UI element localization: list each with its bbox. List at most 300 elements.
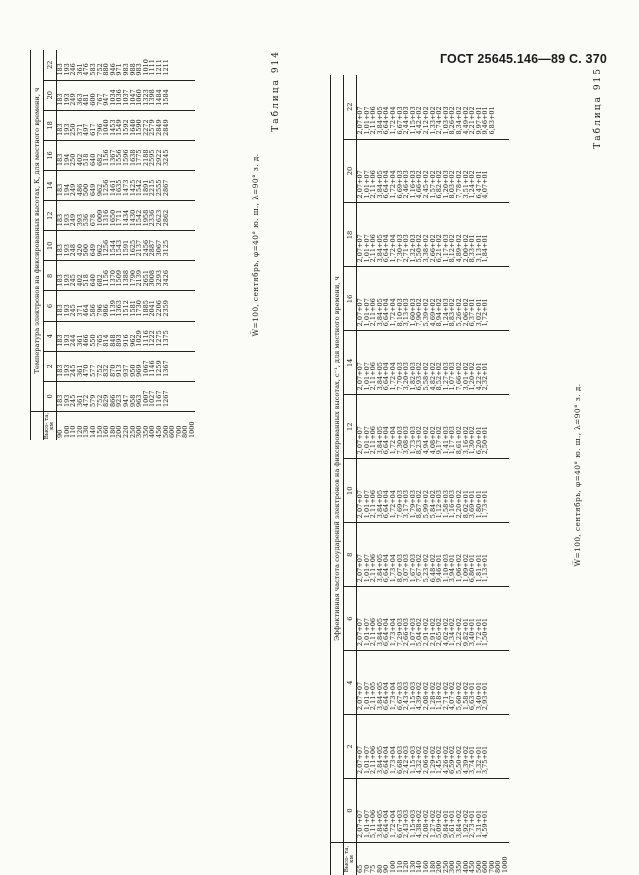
value-cell: 5,99+02 <box>421 490 430 519</box>
value-cell: 988 <box>128 63 137 76</box>
value-cell: 971 <box>115 63 124 76</box>
value-column-4 <box>57 321 196 351</box>
value-cell: 1790 <box>128 269 137 287</box>
altitude-cell: 450 <box>468 860 477 873</box>
value-cell: 4,07+01 <box>481 170 490 199</box>
value-cell: 3,84+05 <box>375 426 384 455</box>
altitude-cell: 100 <box>388 860 397 873</box>
value-cell: 3,01+02 <box>461 362 470 391</box>
value-cell: 2867 <box>161 179 170 197</box>
value-cell: 1211 <box>154 59 163 76</box>
value-cell: 1591 <box>121 239 130 257</box>
value-column-10 <box>357 459 509 523</box>
hour-header-10: 10 <box>344 459 357 523</box>
value-cell: 7,30+03 <box>395 234 404 263</box>
value-cell: 950 <box>128 364 137 377</box>
value-cell: 183 <box>56 364 64 377</box>
value-cell: 958 <box>128 394 137 407</box>
value-cell: 916 <box>121 334 130 347</box>
value-cell: 2139 <box>135 269 144 287</box>
value-cell: 963 <box>135 394 144 407</box>
altitude-cell: 75 <box>369 864 378 873</box>
value-cell: 2887 <box>148 239 157 257</box>
value-cell: 6,64+04 <box>382 681 391 711</box>
value-cell: 946 <box>108 63 117 76</box>
altitude-cell: 180 <box>428 860 437 873</box>
altitude-column <box>357 843 509 875</box>
value-cell: 2,32+01 <box>481 362 490 391</box>
value-cell: 1211 <box>161 59 170 76</box>
value-cell: 3,84+05 <box>375 617 384 647</box>
hour-header-14: 14 <box>344 331 357 395</box>
hour-header-12: 12 <box>344 395 357 459</box>
value-cell: 1009 <box>95 209 104 227</box>
value-cell: 6,20+01 <box>474 426 483 455</box>
value-cell: 1398 <box>148 89 157 106</box>
value-cell: 3,84+05 <box>375 553 384 583</box>
value-cell: 649 <box>88 183 97 197</box>
value-cell: 1,32+01 <box>474 745 483 775</box>
hour-header-10: 10 <box>44 231 57 261</box>
value-cell: 3,84+05 <box>375 106 384 135</box>
value-cell: 2,91+02 <box>421 617 430 647</box>
value-cell: 6,80+01 <box>468 553 477 583</box>
value-cell: 1,28+02 <box>428 681 437 711</box>
value-cell: 4,69+02 <box>428 298 437 327</box>
value-cell: 2188 <box>141 149 150 166</box>
value-column-2 <box>57 351 196 381</box>
value-cell: 962 <box>128 334 137 347</box>
value-cell: 832 <box>102 364 111 377</box>
value-cell: 4,94+02 <box>421 426 430 455</box>
value-column-22 <box>57 50 196 80</box>
value-cell: 8,33+01 <box>468 234 477 263</box>
value-column-22 <box>357 75 509 139</box>
value-cell: 1,24+02 <box>468 170 477 199</box>
value-cell: 3,07+03 <box>402 553 411 583</box>
value-cell: 363 <box>75 93 84 106</box>
value-cell: 194 <box>62 153 71 166</box>
value-cell: 1584 <box>161 89 170 106</box>
value-cell: 244 <box>69 334 78 347</box>
value-cell: 1167 <box>154 390 163 407</box>
value-column-6 <box>357 587 509 651</box>
value-cell: 1549 <box>115 119 124 136</box>
value-cell: 7,66+02 <box>454 362 463 391</box>
altitude-cell: 130 <box>408 860 417 873</box>
value-column-2 <box>357 715 509 779</box>
value-cell: 3,13+03 <box>402 298 411 327</box>
altitude-cell: 200 <box>435 860 444 873</box>
value-cell: 1509 <box>115 269 124 287</box>
value-cell: 1,67+03 <box>408 553 417 583</box>
value-cell: 3,84+05 <box>375 234 384 263</box>
value-cell: 2,07+07 <box>356 745 364 775</box>
value-cell: 4,07+02 <box>448 681 457 711</box>
value-cell: 3,84+05 <box>375 298 384 327</box>
value-column-16 <box>57 140 196 170</box>
value-cell: 6,64+04 <box>382 298 391 327</box>
value-cell: 500 <box>82 243 91 257</box>
value-cell: 6,37+01 <box>468 298 477 327</box>
value-cell: 1156 <box>102 149 111 166</box>
value-cell: 6,67+03 <box>395 681 404 711</box>
value-cell: 1,50+01 <box>481 617 490 647</box>
value-cell: 1885 <box>141 300 150 317</box>
value-cell: 500 <box>82 183 91 197</box>
value-cell: 1,15+03 <box>408 809 417 838</box>
hour-header-6: 6 <box>44 291 57 321</box>
value-cell: 402 <box>75 153 84 166</box>
value-cell: 1425 <box>128 179 137 197</box>
value-cell: 6,69+03 <box>395 170 404 199</box>
value-cell: 1,72+04 <box>388 170 397 199</box>
value-cell: 1,03+03 <box>441 106 450 135</box>
value-cell: 2,11+06 <box>369 745 378 775</box>
value-cell: 249 <box>69 183 78 197</box>
altitude-cell: 140 <box>88 425 97 438</box>
value-cell: 4,59+01 <box>481 809 490 838</box>
value-cell: 5,26+02 <box>454 298 463 327</box>
value-cell: 1592 <box>121 119 130 136</box>
value-cell: 1,73+01 <box>481 490 490 519</box>
value-cell: 8,34+02 <box>454 106 463 135</box>
value-cell: 4,42+02 <box>415 106 424 135</box>
value-cell: 3,02+01 <box>474 298 483 327</box>
value-cell: 1453 <box>108 119 117 136</box>
value-column-8 <box>57 261 196 291</box>
value-cell: 2041 <box>148 300 157 317</box>
altitude-cell: 130 <box>82 425 91 438</box>
altitude-cell: 120 <box>402 860 411 873</box>
value-cell: 1544 <box>108 239 117 257</box>
value-cell: 1,01+07 <box>362 362 371 391</box>
value-cell: 6,64+04 <box>382 106 391 135</box>
hour-header-14: 14 <box>44 171 57 201</box>
value-cell: 536 <box>82 213 91 227</box>
value-cell: 2,11+06 <box>369 234 378 263</box>
value-cell: 361 <box>75 334 84 347</box>
value-cell: 1,01+07 <box>362 553 371 583</box>
value-cell: 1275 <box>154 330 163 347</box>
table-914 <box>30 50 195 440</box>
table-914-block <box>30 50 300 440</box>
value-cell: 6,64+04 <box>382 617 391 647</box>
value-cell: 1037 <box>121 89 130 106</box>
value-cell: 3245 <box>161 149 170 166</box>
value-cell: 183 <box>56 93 64 106</box>
value-cell: 1,16+03 <box>448 490 457 519</box>
value-cell: 1,15+03 <box>408 745 417 775</box>
value-cell: 183 <box>56 304 64 317</box>
hour-header-20: 20 <box>44 80 57 110</box>
altitude-cell: 300 <box>135 425 144 438</box>
value-cell: 9,97+01 <box>474 106 483 135</box>
value-cell: 4,49+02 <box>461 106 470 135</box>
value-cell: 2,22+02 <box>454 617 463 647</box>
altitude-column <box>57 412 196 441</box>
value-cell: 1367 <box>161 360 170 377</box>
value-cell: 3125 <box>161 239 170 257</box>
altitude-cell: 600 <box>481 860 490 873</box>
altitude-header: Высо- та, км <box>344 843 357 875</box>
value-cell: 1,01+07 <box>362 170 371 199</box>
value-cell: 2,07+07 <box>356 681 364 711</box>
value-cell: 583 <box>88 63 97 76</box>
value-cell: 3,69+01 <box>468 490 477 519</box>
value-cell: 8,26+02 <box>448 106 457 135</box>
value-cell: 402 <box>75 274 84 287</box>
value-cell: 1,73+04 <box>388 745 397 775</box>
value-cell: 3,84+02 <box>454 809 463 838</box>
value-cell: 1,17+03 <box>448 426 457 455</box>
value-cell: 1040 <box>102 119 111 136</box>
value-cell: 194 <box>62 183 71 197</box>
value-cell: 752 <box>95 364 104 377</box>
value-cell: 2,71+03 <box>402 234 411 263</box>
table-915-title: W̅=100, сентябрь, φ=40° ю. ш., λ=90° з. д. <box>573 383 582 567</box>
value-cell: 2,11+06 <box>369 490 378 519</box>
value-cell: 1,16+03 <box>408 170 417 199</box>
value-cell: 1,17+03 <box>441 234 450 263</box>
value-cell: 2,11+06 <box>369 170 378 199</box>
value-cell: 1,58+03 <box>441 490 450 519</box>
altitude-cell: 700 <box>174 425 183 438</box>
altitude-cell: 600 <box>168 425 177 438</box>
value-cell: 2,08+02 <box>421 809 430 838</box>
value-cell: 250 <box>69 153 78 166</box>
value-cell: 9,82+01 <box>461 617 470 647</box>
value-cell: 518 <box>82 153 91 166</box>
value-cell: 1,60+03 <box>408 298 417 327</box>
value-cell: 2,50+01 <box>481 426 490 455</box>
value-cell: 497 <box>82 123 91 136</box>
value-cell: 1,09+02 <box>461 553 470 583</box>
table-915-block <box>330 67 620 875</box>
value-cell: 2849 <box>161 119 170 136</box>
value-cell: 1,33+02 <box>428 106 437 135</box>
hour-header-22: 22 <box>344 75 357 139</box>
value-cell: 1,24+03 <box>441 298 450 327</box>
value-cell: 983 <box>121 63 130 76</box>
value-cell: 472 <box>82 394 91 407</box>
value-cell: 2,11+06 <box>369 106 378 135</box>
value-cell: 1,01+07 <box>362 234 371 263</box>
value-column-18 <box>357 203 509 267</box>
value-cell: 1139 <box>108 300 117 317</box>
value-cell: 4,08+02 <box>428 426 437 455</box>
value-cell: 466 <box>82 334 91 347</box>
value-cell: 5,84+02 <box>428 490 437 519</box>
value-cell: 893 <box>115 334 124 347</box>
value-cell: 682 <box>95 153 104 166</box>
hour-header-4: 4 <box>44 321 57 351</box>
value-cell: 246 <box>69 63 78 76</box>
value-cell: 3,08+03 <box>402 426 411 455</box>
value-cell: 8,02+01 <box>461 490 470 519</box>
value-cell: 6,83+01 <box>487 106 496 135</box>
altitude-cell: 1000 <box>501 856 510 873</box>
value-cell: 183 <box>56 153 64 166</box>
value-cell: 1,73+03 <box>408 426 417 455</box>
value-cell: 193 <box>62 304 71 317</box>
value-column-10 <box>57 231 196 261</box>
altitude-cell: 100 <box>62 425 71 438</box>
value-cell: 947 <box>102 93 111 106</box>
value-cell: 6,64+04 <box>382 553 391 583</box>
hour-header-12: 12 <box>44 201 57 231</box>
value-column-20 <box>57 80 196 110</box>
altitude-cell: 350 <box>454 860 463 873</box>
value-cell: 245 <box>69 274 78 287</box>
altitude-cell: 160 <box>421 860 430 873</box>
table-914-title: W̅=100, сентябрь, φ=40° ю. ш., λ=90° з. д. <box>251 153 260 337</box>
value-cell: 3293 <box>154 269 163 287</box>
value-cell: 5,50+02 <box>454 745 463 775</box>
value-cell: 8,87+02 <box>415 490 424 519</box>
value-cell: 649 <box>88 243 97 257</box>
value-cell: 4,89+02 <box>454 234 463 263</box>
value-cell: 2359 <box>161 300 170 317</box>
value-cell: 2336 <box>148 209 157 227</box>
value-cell: 2849 <box>154 119 163 136</box>
value-cell: 183 <box>56 183 64 197</box>
hour-header-16: 16 <box>344 267 357 331</box>
table-914-subtitle: Температура электронов на фиксированных высотах, К, для местного времени, ч <box>31 50 44 412</box>
hour-header-8: 8 <box>44 261 57 291</box>
value-cell: 962 <box>95 183 104 197</box>
value-cell: 1,82+03 <box>408 362 417 391</box>
value-cell: 2,74+02 <box>435 106 444 135</box>
value-cell: 1029 <box>135 330 144 347</box>
value-cell: 986 <box>102 304 111 317</box>
value-cell: 193 <box>62 364 71 377</box>
value-cell: 420 <box>75 243 84 257</box>
value-cell: 3067 <box>154 239 163 257</box>
hour-header-18: 18 <box>344 203 357 267</box>
value-cell: 1,72+01 <box>481 298 490 327</box>
altitude-cell: 110 <box>395 860 404 873</box>
value-cell: 361 <box>75 394 84 407</box>
value-column-16 <box>357 267 509 331</box>
value-cell: 1,30+02 <box>468 426 477 455</box>
value-column-8 <box>357 523 509 587</box>
value-cell: 880 <box>102 63 111 76</box>
hour-header-0: 0 <box>344 779 357 843</box>
value-cell: 518 <box>82 274 91 287</box>
value-cell: 3,16+02 <box>461 426 470 455</box>
value-cell: 1034 <box>108 89 117 106</box>
value-cell: 1259 <box>154 360 163 377</box>
value-cell: 1370 <box>108 269 117 287</box>
value-cell: 2,07+07 <box>356 809 364 838</box>
value-cell: 579 <box>88 394 97 407</box>
value-cell: 4,32+02 <box>415 745 424 775</box>
value-cell: 6,64+04 <box>382 490 391 519</box>
value-cell: 5,61+01 <box>448 809 457 838</box>
value-cell: 1256 <box>102 239 111 257</box>
value-cell: 2,66+03 <box>402 617 411 647</box>
value-cell: 640 <box>88 274 97 287</box>
value-cell: 640 <box>88 153 97 166</box>
alt-header-spacer <box>331 843 344 875</box>
altitude-cell: 90 <box>382 864 391 873</box>
value-cell: 678 <box>88 213 97 227</box>
value-cell: 250 <box>69 123 78 136</box>
value-cell: 1711 <box>115 209 124 227</box>
value-cell: 767 <box>95 93 104 106</box>
value-cell: 249 <box>69 93 78 106</box>
value-cell: 1036 <box>115 89 124 106</box>
value-cell: 1891 <box>141 179 150 197</box>
value-cell: 193 <box>62 93 71 106</box>
hour-header-2: 2 <box>344 715 357 779</box>
value-cell: 2,06+02 <box>461 298 470 327</box>
value-cell: 814 <box>102 334 111 347</box>
value-column-6 <box>57 291 196 321</box>
value-cell: 1,58+02 <box>461 681 470 711</box>
value-cell: 1640 <box>128 119 137 136</box>
value-cell: 1,72+04 <box>388 234 397 263</box>
value-cell: 6,67+03 <box>395 106 404 135</box>
value-cell: 371 <box>75 304 84 317</box>
altitude-cell: 1000 <box>187 421 196 438</box>
value-cell: 2,07+07 <box>356 426 364 455</box>
value-cell: 1543 <box>115 239 124 257</box>
altitude-cell: 120 <box>75 425 84 438</box>
value-cell: 1,01+07 <box>362 681 371 711</box>
hour-header-16: 16 <box>44 140 57 170</box>
value-cell: 617 <box>88 123 97 136</box>
value-cell: 193 <box>62 334 71 347</box>
value-cell: 3,17+03 <box>402 490 411 519</box>
value-cell: 765 <box>95 334 104 347</box>
page-header: ГОСТ 25645.146—89 С. 370 <box>439 52 607 66</box>
altitude-cell: 180 <box>108 425 117 438</box>
value-cell: 193 <box>62 243 71 257</box>
value-cell: 2206 <box>154 300 163 317</box>
value-cell: 1,07+03 <box>448 362 457 391</box>
value-column-14 <box>57 171 196 201</box>
value-cell: 1638 <box>128 149 137 166</box>
value-cell: 3,74+01 <box>468 745 477 775</box>
value-column-4 <box>357 651 509 715</box>
value-cell: 1375 <box>161 330 170 347</box>
hour-header-8: 8 <box>344 523 357 587</box>
table-915-subtitle: Эффективная частота соударений электронов на фиксированных высотах, с⁻¹, для местного времени, ч <box>331 75 344 843</box>
value-cell: 3,75+01 <box>481 745 490 775</box>
value-cell: 1,20+03 <box>441 170 450 199</box>
value-cell: 1,79+03 <box>408 490 417 519</box>
value-cell: 3,84+05 <box>375 170 384 199</box>
value-cell: 1,32+03 <box>408 234 417 263</box>
value-cell: 183 <box>56 394 64 407</box>
value-cell: 245 <box>69 304 78 317</box>
value-cell: 1,29+02 <box>428 745 437 775</box>
value-cell: 5,58+02 <box>421 362 430 391</box>
value-cell: 8,61+02 <box>454 426 463 455</box>
value-cell: 5,09+02 <box>435 809 444 838</box>
value-cell: 1,72+01 <box>474 617 483 647</box>
hour-header-0: 0 <box>44 381 57 411</box>
value-cell: 5,23+02 <box>421 553 430 583</box>
value-cell: 183 <box>56 243 64 257</box>
value-cell: 2215 <box>148 179 157 197</box>
value-cell: 9,46+01 <box>481 106 490 135</box>
value-cell: 752 <box>95 394 104 407</box>
value-cell: 983 <box>135 63 144 76</box>
value-cell: 2,93+01 <box>481 681 490 711</box>
